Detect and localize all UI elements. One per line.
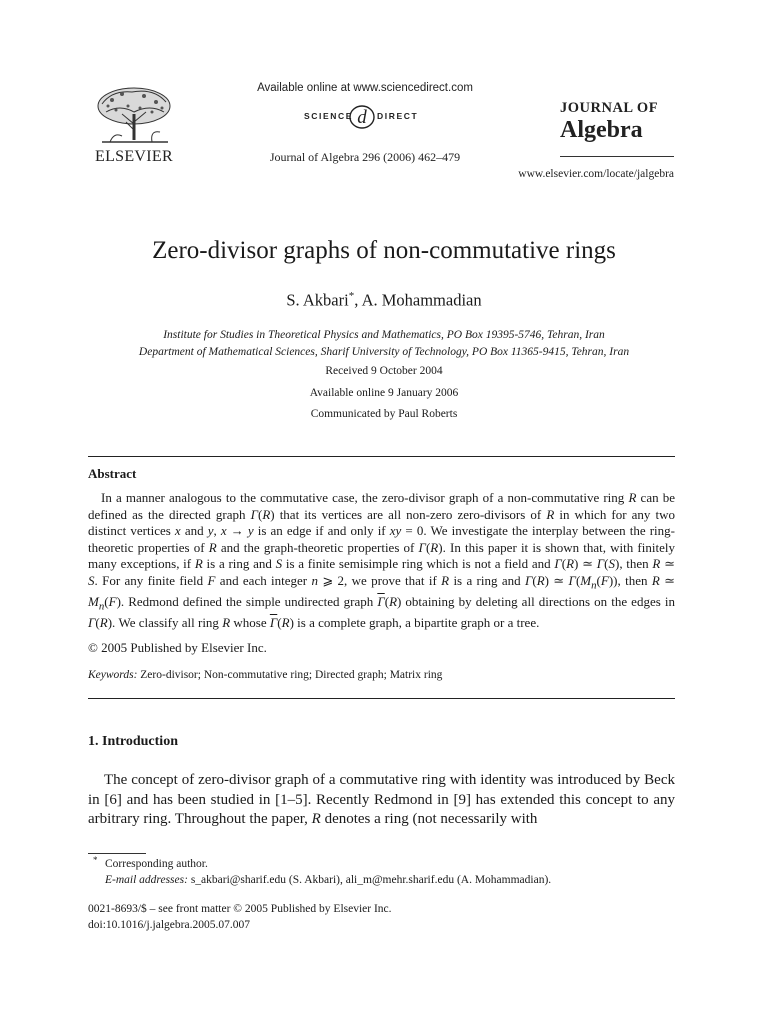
journal-citation: Journal of Algebra 296 (2006) 462–479: [269, 150, 461, 164]
affiliation: Department of Mathematical Sciences, Sharif University of Technology, PO Box 11365-9415, Tehran, Iran: [138, 346, 630, 358]
section-heading: 1. Introduction: [88, 734, 178, 749]
publisher-logo-text: ELSEVIER: [95, 148, 173, 165]
issn-line: 0021-8693/$ – see front matter © 2005 Published by Elsevier Inc.: [88, 903, 392, 915]
masthead-rule: [560, 156, 674, 157]
corresponding-author-marker[interactable]: *: [348, 290, 355, 302]
author-name[interactable]: A. Mohammadian: [361, 290, 482, 310]
author-list: [60, 290, 708, 311]
available-online-text: Available online at www.sciencedirect.com: [257, 82, 473, 94]
journal-masthead: [560, 100, 680, 143]
author-name[interactable]: S. Akbari: [286, 290, 349, 310]
abstract-copyright: © 2005 Published by Elsevier Inc.: [88, 640, 267, 655]
journal-of-text: JOURNAL OF: [560, 100, 659, 116]
footnote-emails: [88, 874, 551, 886]
received-date: Received 9 October 2004: [325, 365, 443, 377]
abstract-heading: Abstract: [88, 466, 137, 481]
sciencedirect-right-text: DIRECT: [377, 111, 419, 121]
doi-line[interactable]: doi:10.1016/j.jalgebra.2005.07.007: [88, 919, 250, 931]
available-date: Available online 9 January 2006: [309, 387, 459, 399]
keywords-label: Keywords:: [88, 669, 138, 681]
keywords-text: Zero-divisor; Non-commutative ring; Directed graph; Matrix ring: [140, 669, 443, 681]
tree-icon: [82, 84, 186, 148]
sciencedirect-left-text: SCIENCE: [304, 111, 353, 121]
email-label: E-mail addresses:: [105, 874, 188, 886]
divider: [88, 456, 675, 457]
communicated-by: Communicated by Paul Roberts: [310, 408, 458, 420]
email-addresses[interactable]: s_akbari@sharif.edu (S. Akbari), ali_m@mehr.sharif.edu (A. Mohammadian).: [190, 874, 552, 886]
sciencedirect-mark-icon: [348, 102, 376, 130]
elsevier-logo: [82, 84, 186, 168]
introduction-body: The concept of zero-divisor graph of a commutative ring with identity was introduced by Beck in [6] and has been studied in [1–5]. Recently Redmond in [9] has extended this concept to any arbitrary ring. Throughout the paper, R denotes a ring (not necessarily with: [88, 772, 675, 828]
article-title: Zero-divisor graphs of non-commutative rings: [152, 237, 616, 264]
footnote-marker: *: [93, 855, 98, 865]
sciencedirect-logo: [286, 104, 446, 130]
footnote-corresponding: [88, 855, 208, 870]
sciencedirect-mark-letter: d: [357, 107, 367, 128]
abstract-body: In a manner analogous to the commutative case, the zero-divisor graph of a non-commutative ring R can be defined as the directed graph Γ(R) that its vertices are all non-zero zero-divisors of R in which for any two distinct vertices x and y, x → y is an edge if and only if xy = 0. We investigate the interplay between the ring-theoretic properties of R and the graph-theoretic properties of Γ(R). In this paper it is shown that, with finitely many exceptions, if R is a ring and S is a finite semisimple ring which is not a field and Γ(R) ≃ Γ(S), then R ≃ S. For any finite field F and each integer n ⩾ 2, we prove that if R is a ring and Γ(R) ≃ $\Gamma(M_n(F))$, then R ≃ $M_n(F)$. Redmond defined the simple undirected graph $\overline{\Gamma}(R)$ obtaining by deleting all directions on the edges in Γ(R). We classify all ring R whose $\overline{\Gamma}(R)$ is a complete graph, a bipartite graph or a tree.: [88, 490, 676, 631]
divider: [88, 698, 675, 699]
footnote-text: Corresponding author.: [105, 858, 208, 870]
author-separator: ,: [354, 290, 362, 310]
affiliation: Institute for Studies in Theoretical Physics and Mathematics, PO Box 19395-5746, Tehran, Iran: [163, 329, 605, 341]
footnote-rule: [88, 853, 146, 854]
journal-name: Algebra: [560, 117, 643, 143]
keywords: [88, 669, 675, 681]
journal-url[interactable]: www.elsevier.com/locate/jalgebra: [518, 168, 674, 180]
